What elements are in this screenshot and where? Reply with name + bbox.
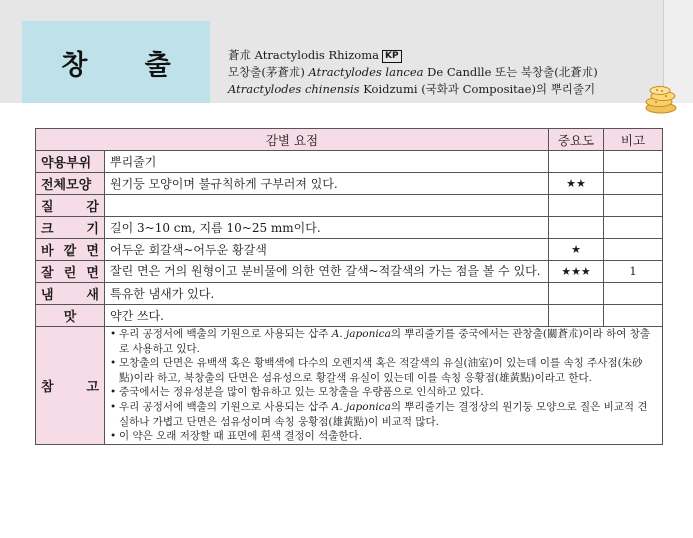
row-importance (549, 195, 604, 217)
bullet: • (110, 386, 117, 399)
ref-text: 모창출의 단면은 유백색 혹은 황백색에 다수의 오렌지색 혹은 적갈색의 유실(油室)이 있는데 이를 속칭 주사점(朱砂點)이라 하고, 북창출의 단면은 섬유성으로 황갈색 유실이 있는데 이를 속칭 응황점(雄黃點)이라고 한다. (119, 357, 643, 384)
species-name: A. japonica (331, 328, 391, 340)
row-content: 잘린 면은 거의 원형이고 분비물에 의한 연한 갈색~적갈색의 가는 점을 볼 수 있다. (105, 261, 549, 283)
latin-line-2-plain: 모창출(茅蒼朮) (228, 65, 309, 79)
row-content (105, 195, 549, 217)
reference-notes (105, 327, 663, 445)
species-name: Atractylodes chinensis (228, 82, 360, 96)
table-header-row (36, 129, 663, 151)
herb-slices-icon (644, 84, 678, 114)
row-label: 크 기 (36, 217, 105, 239)
row-note: 1 (604, 261, 663, 283)
latin-line-3-tail: Koidzumi (국화과 Compositae)의 뿌리줄기 (359, 82, 596, 96)
column-header-note: 비고 (604, 129, 663, 151)
list-item (110, 356, 657, 385)
page-title: 창 출 (61, 49, 195, 81)
column-header-criteria: 감별 요점 (36, 129, 549, 151)
row-note (604, 173, 663, 195)
ref-text: 이 약은 오래 저장할 때 표면에 흰색 결정이 석출한다. (119, 430, 363, 443)
reference-label: 참 고 (36, 327, 105, 445)
title-box (22, 21, 210, 103)
row-note (604, 283, 663, 305)
latin-line-3 (228, 81, 598, 98)
row-note (604, 239, 663, 261)
herb-name: 蒼朮 Atractylodis Rhizoma (228, 48, 379, 62)
list-item (110, 429, 657, 444)
table-row (36, 305, 663, 327)
row-importance (549, 151, 604, 173)
row-content: 원기둥 모양이며 불규칙하게 구부러져 있다. (105, 173, 549, 195)
species-name: Atractylodes lancea (308, 65, 424, 79)
row-note (604, 217, 663, 239)
row-label: 냄 새 (36, 283, 105, 305)
row-importance (549, 305, 604, 327)
table-row (36, 283, 663, 305)
table-row (36, 173, 663, 195)
row-importance: ★ (549, 239, 604, 261)
ref-text: 의 뿌리줄기를 중국에서는 관창출(關蒼朮)이라 하여 창출로 사용하고 있다. (119, 328, 651, 355)
row-note (604, 305, 663, 327)
identification-table (35, 128, 663, 445)
row-label: 전체모양 (36, 173, 105, 195)
list-item (110, 327, 657, 356)
table-row (36, 217, 663, 239)
row-content: 뿌리줄기 (105, 151, 549, 173)
table-row (36, 261, 663, 283)
bullet: • (110, 400, 117, 413)
bullet: • (110, 430, 117, 443)
ref-text: 우리 공정서에 백출의 기원으로 사용되는 삽주 (119, 400, 332, 413)
row-note (604, 195, 663, 217)
row-note (604, 151, 663, 173)
row-label: 바 깥 면 (36, 239, 105, 261)
table-row-reference (36, 327, 663, 445)
kp-badge: KP (382, 50, 402, 63)
scientific-name-block (228, 47, 598, 98)
bullet: • (110, 328, 117, 340)
row-label: 잘 린 면 (36, 261, 105, 283)
row-importance (549, 217, 604, 239)
row-content: 약간 쓰다. (105, 305, 549, 327)
table-row (36, 151, 663, 173)
row-importance (549, 283, 604, 305)
ref-text: 중국에서는 정유성분을 많이 함유하고 있는 모창출을 우량품으로 인식하고 있다. (119, 386, 484, 399)
latin-line-2 (228, 64, 598, 81)
bullet: • (110, 357, 117, 370)
list-item (110, 385, 657, 400)
species-name: A. japonica (331, 400, 391, 413)
table-row (36, 195, 663, 217)
latin-line-1 (228, 47, 598, 64)
row-label: 질 감 (36, 195, 105, 217)
list-item (110, 400, 657, 429)
ref-text: 의 뿌리줄기는 결정상의 원기둥 모양으로 질은 비교적 견실하나 가볍고 단면은 섬유성이며 속칭 웅황점(雄黃點)이 비교적 많다. (119, 400, 648, 428)
column-header-importance: 중요도 (549, 129, 604, 151)
row-importance: ★★★ (549, 261, 604, 283)
row-label: 맛 (36, 305, 105, 327)
row-content: 특유한 냄새가 있다. (105, 283, 549, 305)
row-content: 어두운 회갈색~어두운 황갈색 (105, 239, 549, 261)
ref-text: 우리 공정서에 백출의 기원으로 사용되는 삽주 (119, 328, 332, 340)
row-importance: ★★ (549, 173, 604, 195)
latin-line-2-tail: De Candlle 또는 북창출(北蒼朮) (423, 65, 598, 79)
row-content: 길이 3~10 cm, 지름 10~25 mm이다. (105, 217, 549, 239)
row-label: 약용부위 (36, 151, 105, 173)
table-row (36, 239, 663, 261)
